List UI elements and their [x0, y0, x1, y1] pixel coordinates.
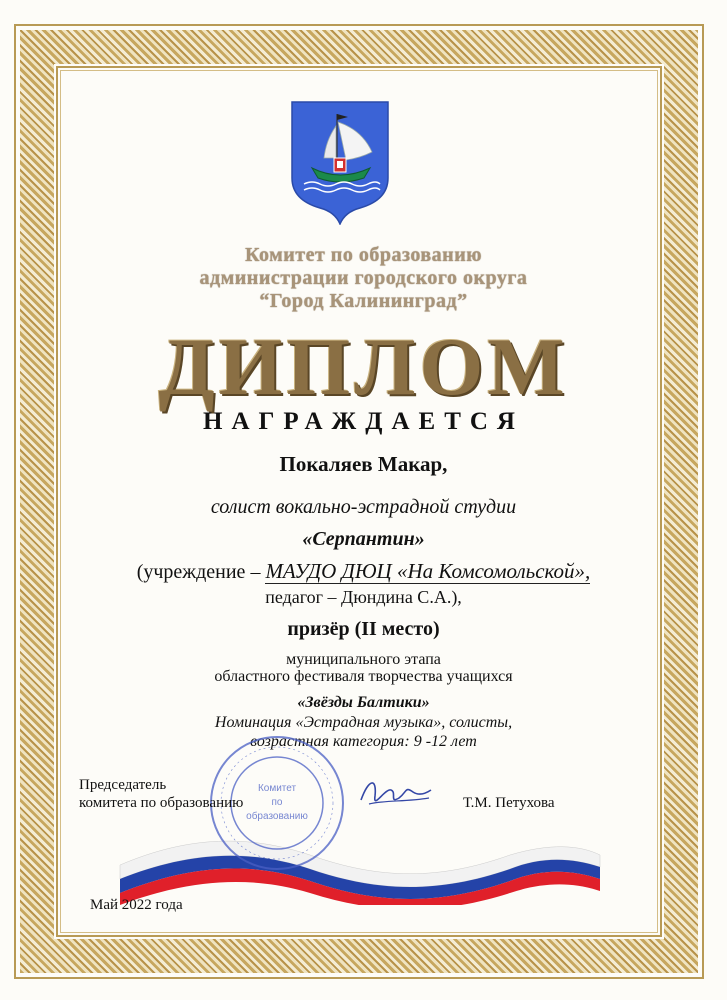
signer-title-line-1: Председатель: [79, 777, 167, 793]
committee-line-3: “Город Калининград”: [259, 290, 468, 312]
studio-name: «Серпантин»: [302, 528, 425, 550]
institution-line: [0, 559, 727, 584]
recipient-name: Покаляев Макар,: [279, 452, 448, 476]
issuer-committee: [0, 244, 727, 313]
institution-prefix: (учреждение –: [136, 561, 261, 583]
award-place: призёр (II место): [287, 618, 440, 640]
issue-date: Май 2022 года: [90, 897, 183, 913]
stamp-text-2: по: [271, 797, 283, 808]
nomination-line: Номинация «Эстрадная музыка», солисты,: [214, 714, 513, 731]
signer-title-line-2: комитета по образованию: [79, 795, 244, 811]
handwritten-signature-icon: [355, 770, 435, 820]
age-category-line: возрастная категория: 9 -12 лет: [250, 733, 477, 750]
festival-name: «Звёзды Балтики»: [297, 694, 430, 711]
stamp-text-3: образованию: [246, 811, 308, 822]
signer-name: Т.М. Петухова: [463, 795, 555, 811]
recipient-role: солист вокально-эстрадной студии: [210, 496, 517, 518]
coat-of-arms-icon: [290, 100, 390, 225]
awarded-heading: НАГРАЖДАЕТСЯ: [203, 408, 524, 435]
stage-line-2: областного фестиваля творчества учащихся: [214, 668, 513, 685]
committee-line-1: Комитет по образованию: [245, 244, 482, 266]
stage-line-1: муниципального этапа: [286, 651, 441, 668]
teacher-line: педагог – Дюндина С.А.),: [265, 587, 462, 607]
russian-flag-ribbon-icon: [110, 825, 610, 905]
diploma-title: ДИПЛОМ: [158, 321, 569, 412]
stamp-text-1: Комитет: [257, 783, 297, 794]
committee-line-2: администрации городского округа: [199, 267, 528, 289]
institution-name: МАУДО ДЮЦ «На Комсомольской»,: [265, 559, 591, 583]
